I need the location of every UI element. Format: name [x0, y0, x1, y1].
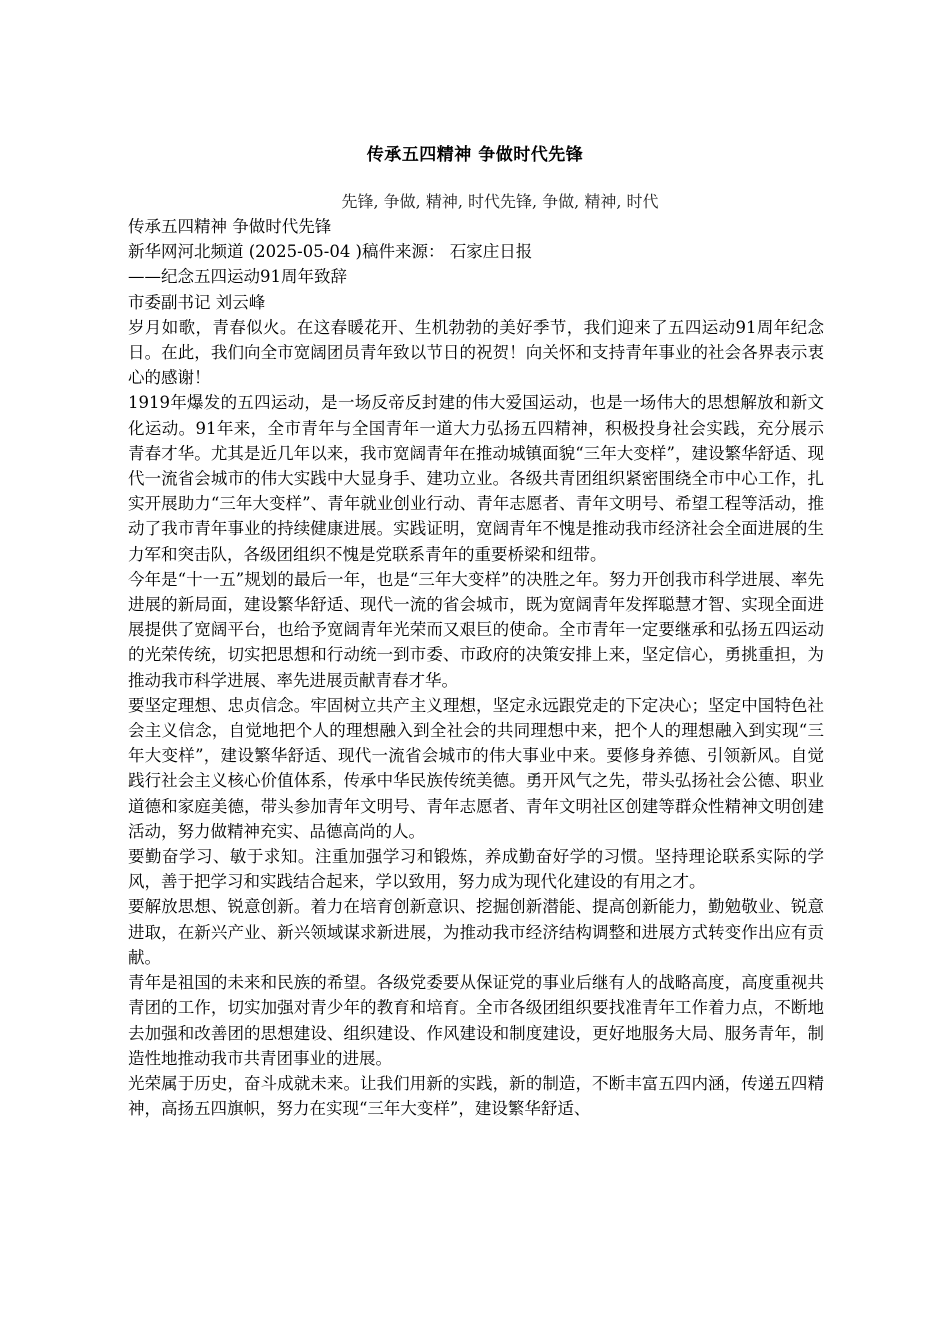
paragraph: 岁月如歌，青春似火。在这春暖花开、生机勃勃的美好季节，我们迎来了五四运动91周年纪念日。在此，我们向全市宽阔团员青年致以节日的祝贺！向关怀和支持青年事业的社会各界表示衷心的感谢！ — [128, 317, 824, 388]
document-title: 传承五四精神 争做时代先锋 — [366, 145, 584, 165]
document-body — [128, 214, 824, 1121]
paragraph: 今年是“十一五”规划的最后一年，也是“三年大变样”的决胜之年。努力开创我市科学进展、率先进展的新局面，建设繁华舒适、现代一流的省会城市，既为宽阔青年发挥聪慧才智、实现全面进展提供了宽阔平台，也给予宽阔青年光荣而又艰巨的使命。全市青年一定要继承和弘扬五四运动的光荣传统，切实把思想和行动统一到市委、市政府的决策安排上来，坚定信心，勇挑重担，为推动我市科学进展、率先进展贡献青春才华。 — [128, 569, 824, 690]
paragraph-author: 市委副书记 刘云峰 — [128, 292, 266, 312]
paragraph: 要勤奋学习、敏于求知。注重加强学习和锻炼，养成勤奋好学的习惯。坚持理论联系实际的学风，善于把学习和实践结合起来，学以致用，努力成为现代化建设的有用之才。 — [128, 847, 824, 892]
paragraph: 要解放思想、锐意创新。着力在培育创新意识、挖掘创新潜能、提高创新能力，勤勉敬业、锐意进取，在新兴产业、新兴领域谋求新进展，为推动我市经济结构调整和进展方式转变作出应有贡献。 — [128, 897, 824, 967]
paragraph-source: 新华网河北频道 (2025-05-04 )稿件来源： 石家庄日报 — [128, 242, 533, 262]
paragraph-subtitle: ——纪念五四运动91周年致辞 — [128, 267, 347, 287]
paragraph: 光荣属于历史，奋斗成就未来。让我们用新的实践，新的制造，不断丰富五四内涵，传递五四精神，高扬五四旗帜，努力在实现“三年大变样”，建设繁华舒适、 — [128, 1073, 824, 1119]
paragraph: 青年是祖国的未来和民族的希望。各级党委要从保证党的事业后继有人的战略高度，高度重视共青团的工作，切实加强对青少年的教育和培育。全市各级团组织要找准青年工作着力点，不断地去加强和改善团的思想建设、组织建设、作风建设和制度建设，更好地服务大局、服务青年，制造性地推动我市共青团事业的进展。 — [128, 973, 824, 1068]
paragraph: 1919年爆发的五四运动，是一场反帝反封建的伟大爱国运动，也是一场伟大的思想解放和新文化运动。91年来，全市青年与全国青年一道大力弘扬五四精神，积极投身社会实践，充分展示青春才华。尤其是近几年以来，我市宽阔青年在推动城镇面貌“三年大变样”，建设繁华舒适、现代一流省会城市的伟大实践中大显身手、建功立业。各级共青团组织紧密围绕全市中心工作，扎实开展助力“三年大变样”、青年就业创业行动、青年志愿者、青年文明号、希望工程等活动，推动了我市青年事业的持续健康进展。实践证明，宽阔青年不愧是推动我市经济社会全面进展的生力军和突击队，各级团组织不愧是党联系青年的重要桥梁和纽带。 — [128, 393, 824, 564]
document-keywords: 先锋, 争做, 精神, 时代先锋, 争做, 精神, 时代 — [341, 192, 659, 211]
paragraph: 要坚定理想、忠贞信念。牢固树立共产主义理想，坚定永远跟党走的下定决心；坚定中国特色社会主义信念，自觉地把个人的理想融入到全社会的共同理想中来，把个人的理想融入到实现“三年大变样”，建设繁华舒适、现代一流省会城市的伟大事业中来。要修身养德、引领新风。自觉践行社会主义核心价值体系，传承中华民族传统美德。勇开风气之先，带头弘扬社会公德、职业道德和家庭美德，带头参加青年文明号、青年志愿者、青年文明社区创建等群众性精神文明创建活动，努力做精神充实、品德高尚的人。 — [128, 695, 824, 841]
paragraph-heading-repeat: 传承五四精神 争做时代先锋 — [128, 217, 332, 236]
